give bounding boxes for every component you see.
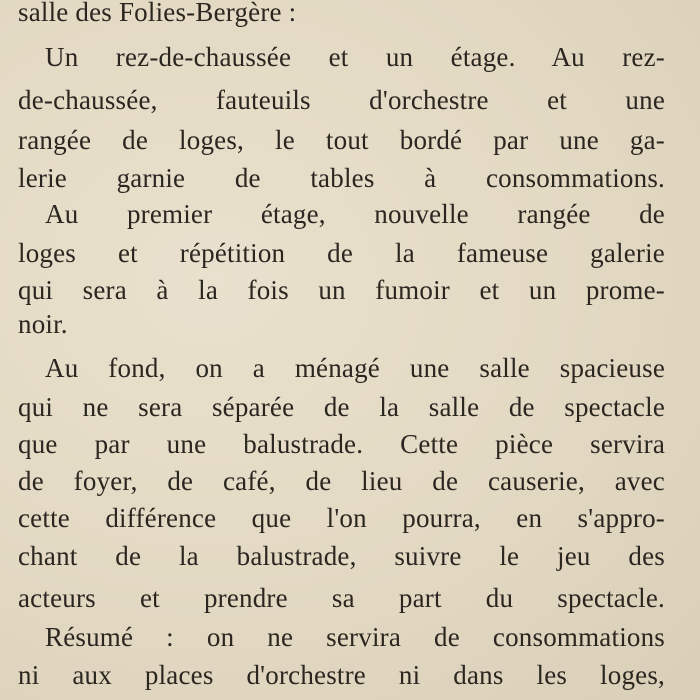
text-line: acteurs et prendre sa part du spectacle. bbox=[18, 583, 665, 613]
text-line: chant de la balustrade, suivre le jeu des bbox=[18, 541, 665, 571]
text-line: noir. bbox=[18, 309, 68, 339]
text-line: que par une balustrade. Cette pièce servira bbox=[18, 429, 665, 459]
text-line: loges et répétition de la fameuse galerie bbox=[18, 238, 665, 268]
text-line: de-chaussée, fauteuils d'orchestre et une bbox=[18, 85, 665, 115]
text-line: rangée de loges, le tout bordé par une ga- bbox=[18, 125, 665, 155]
text-line: ni aux places d'orchestre ni dans les loges, bbox=[18, 660, 665, 690]
text-line: lerie garnie de tables à consommations. bbox=[18, 163, 665, 193]
text-line: salle des Folies-Bergère : bbox=[18, 0, 297, 27]
text-line: Au premier étage, nouvelle rangée de bbox=[45, 199, 665, 229]
text-line: Au fond, on a ménagé une salle spacieuse bbox=[45, 353, 665, 383]
text-line: qui sera à la fois un fumoir et un prome- bbox=[18, 275, 665, 305]
text-line: Résumé : on ne servira de consommations bbox=[45, 622, 665, 652]
text-line: Un rez-de-chaussée et un étage. Au rez- bbox=[45, 42, 665, 72]
text-line: cette différence que l'on pourra, en s'appro- bbox=[18, 503, 665, 533]
text-line: de foyer, de café, de lieu de causerie, avec bbox=[18, 466, 665, 496]
text-line: qui ne sera séparée de la salle de spectacle bbox=[18, 392, 665, 422]
